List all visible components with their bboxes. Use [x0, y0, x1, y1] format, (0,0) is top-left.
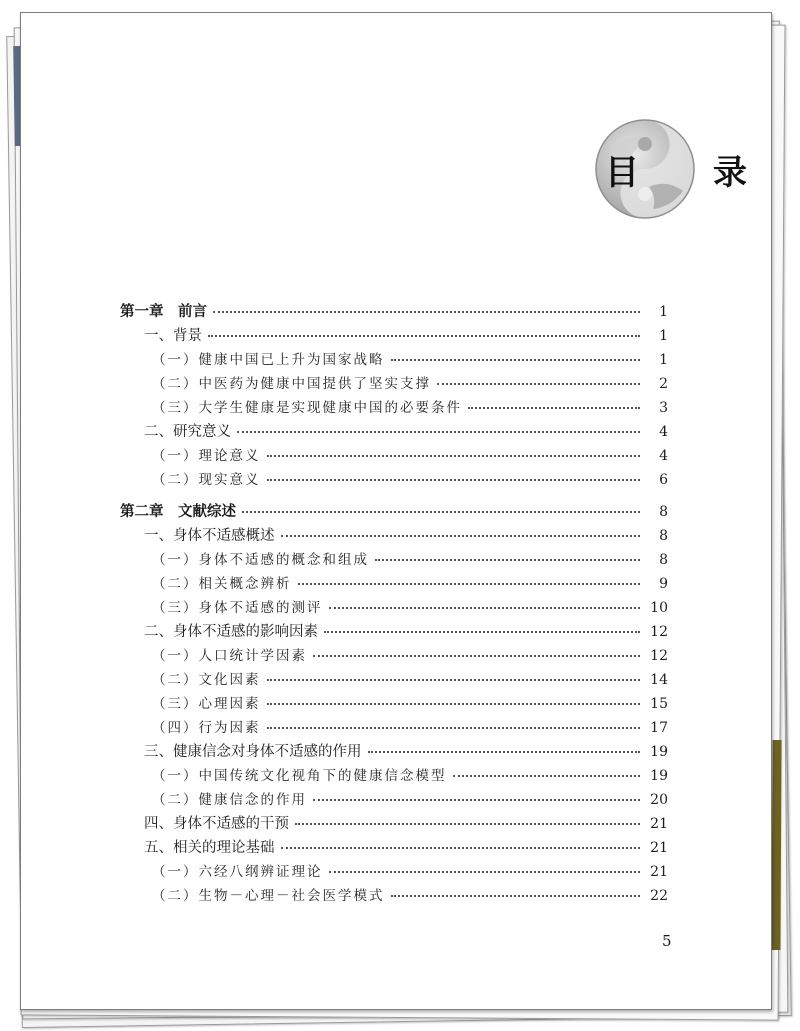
toc-entry[interactable] — [120, 668, 668, 692]
dot-leader — [391, 895, 641, 897]
toc-entry[interactable] — [120, 348, 668, 372]
toc-entry[interactable] — [120, 692, 668, 716]
toc-entry[interactable] — [120, 884, 668, 908]
toc-entry-page: 4 — [659, 424, 668, 440]
toc-entry-page: 14 — [650, 672, 668, 688]
toc-entry[interactable] — [120, 764, 668, 788]
dot-leader — [468, 407, 640, 409]
toc-entry-page: 8 — [659, 504, 668, 520]
toc-entry[interactable] — [120, 324, 668, 348]
toc-entry-label: （二）中医药为健康中国提供了坚实支撑 — [152, 376, 431, 392]
toc-entry-page: 8 — [659, 552, 668, 568]
toc-entry-label: （一）理论意义 — [152, 448, 261, 464]
toc-entry-label: （一）人口统计学因素 — [152, 648, 307, 664]
dot-leader — [267, 703, 641, 705]
dot-leader — [329, 607, 641, 609]
toc-entry-page: 12 — [650, 648, 668, 664]
dot-leader — [237, 431, 640, 433]
toc-entry-label: （一）健康中国已上升为国家战略 — [152, 352, 385, 368]
toc-entry-page: 8 — [659, 528, 668, 544]
toc-entry-page: 1 — [659, 304, 668, 320]
toc-entry-label: （一）身体不适感的概念和组成 — [152, 552, 369, 568]
toc-entry-label: （三）身体不适感的测评 — [152, 600, 323, 616]
cover-edge-strip — [771, 740, 781, 950]
toc-entry[interactable] — [120, 812, 668, 836]
toc-entry-page: 21 — [650, 816, 668, 832]
toc-entry[interactable] — [120, 548, 668, 572]
toc-entry-label: 一、身体不适感概述 — [144, 528, 275, 544]
toc-entry-label: 四、身体不适感的干预 — [144, 816, 289, 832]
toc-entry-label: 第一章 前言 — [120, 303, 207, 320]
table-of-contents — [120, 300, 668, 908]
toc-entry-label: 第二章 文献综述 — [120, 503, 236, 520]
toc-entry[interactable] — [120, 740, 668, 764]
dot-leader — [267, 727, 641, 729]
toc-entry-page: 22 — [650, 888, 668, 904]
toc-entry-page: 19 — [650, 744, 668, 760]
toc-entry-label: （二）相关概念辨析 — [152, 576, 292, 592]
toc-chapter-entry[interactable] — [120, 500, 668, 524]
page-title: 目 录 — [605, 153, 767, 193]
toc-entry-page: 20 — [650, 792, 668, 808]
toc-entry-label: （二）生物－心理－社会医学模式 — [152, 888, 385, 904]
dot-leader — [267, 455, 641, 457]
toc-entry[interactable] — [120, 572, 668, 596]
toc-entry[interactable] — [120, 444, 668, 468]
dot-leader — [267, 479, 641, 481]
toc-chapter-entry[interactable] — [120, 300, 668, 324]
dot-leader — [368, 751, 641, 753]
dot-leader — [281, 847, 641, 849]
toc-entry[interactable] — [120, 468, 668, 492]
dot-leader — [375, 559, 640, 561]
toc-entry-label: （二）文化因素 — [152, 672, 261, 688]
toc-entry-page: 19 — [650, 768, 668, 784]
toc-entry[interactable] — [120, 396, 668, 420]
dot-leader — [295, 823, 640, 825]
toc-entry-page: 10 — [650, 600, 668, 616]
toc-entry[interactable] — [120, 716, 668, 740]
dot-leader — [267, 679, 641, 681]
toc-entry[interactable] — [120, 524, 668, 548]
toc-entry-page: 6 — [659, 472, 668, 488]
toc-entry[interactable] — [120, 644, 668, 668]
toc-entry-label: 五、相关的理论基础 — [144, 840, 275, 856]
toc-entry-page: 15 — [650, 696, 668, 712]
dot-leader — [453, 775, 641, 777]
toc-entry-label: （三）心理因素 — [152, 696, 261, 712]
toc-entry[interactable] — [120, 420, 668, 444]
toc-entry-page: 12 — [650, 624, 668, 640]
toc-entry-label: 一、背景 — [144, 328, 202, 344]
dot-leader — [324, 631, 640, 633]
dot-leader — [298, 583, 641, 585]
dot-leader — [313, 655, 640, 657]
toc-entry[interactable] — [120, 860, 668, 884]
dot-leader — [281, 535, 641, 537]
dot-leader — [313, 799, 640, 801]
toc-entry-label: （一）六经八纲辨证理论 — [152, 864, 323, 880]
toc-entry[interactable] — [120, 788, 668, 812]
toc-entry-page: 1 — [659, 352, 668, 368]
toc-entry-label: 二、身体不适感的影响因素 — [144, 624, 318, 640]
toc-entry[interactable] — [120, 836, 668, 860]
dot-leader — [213, 311, 640, 313]
toc-entry-page: 4 — [659, 448, 668, 464]
toc-entry-page: 1 — [659, 328, 668, 344]
dot-leader — [437, 383, 640, 385]
toc-entry-page: 9 — [659, 576, 668, 592]
toc-entry-label: 三、健康信念对身体不适感的作用 — [144, 744, 362, 760]
toc-entry-label: （三）大学生健康是实现健康中国的必要条件 — [152, 400, 462, 416]
toc-entry-label: （二）健康信念的作用 — [152, 792, 307, 808]
toc-entry-label: （一）中国传统文化视角下的健康信念模型 — [152, 768, 447, 784]
page-number: 5 — [662, 932, 672, 950]
toc-entry-page: 3 — [659, 400, 668, 416]
toc-entry-page: 21 — [650, 840, 668, 856]
toc-entry-label: （四）行为因素 — [152, 720, 261, 736]
dot-leader — [329, 871, 641, 873]
dot-leader — [208, 335, 640, 337]
toc-entry[interactable] — [120, 372, 668, 396]
toc-entry-label: 二、研究意义 — [144, 424, 231, 440]
toc-entry[interactable] — [120, 620, 668, 644]
toc-entry-page: 21 — [650, 864, 668, 880]
dot-leader — [391, 359, 641, 361]
toc-entry-page: 2 — [659, 376, 668, 392]
toc-entry-label: （二）现实意义 — [152, 472, 261, 488]
dot-leader — [242, 511, 640, 513]
toc-entry-page: 17 — [650, 720, 668, 736]
toc-entry[interactable] — [120, 596, 668, 620]
